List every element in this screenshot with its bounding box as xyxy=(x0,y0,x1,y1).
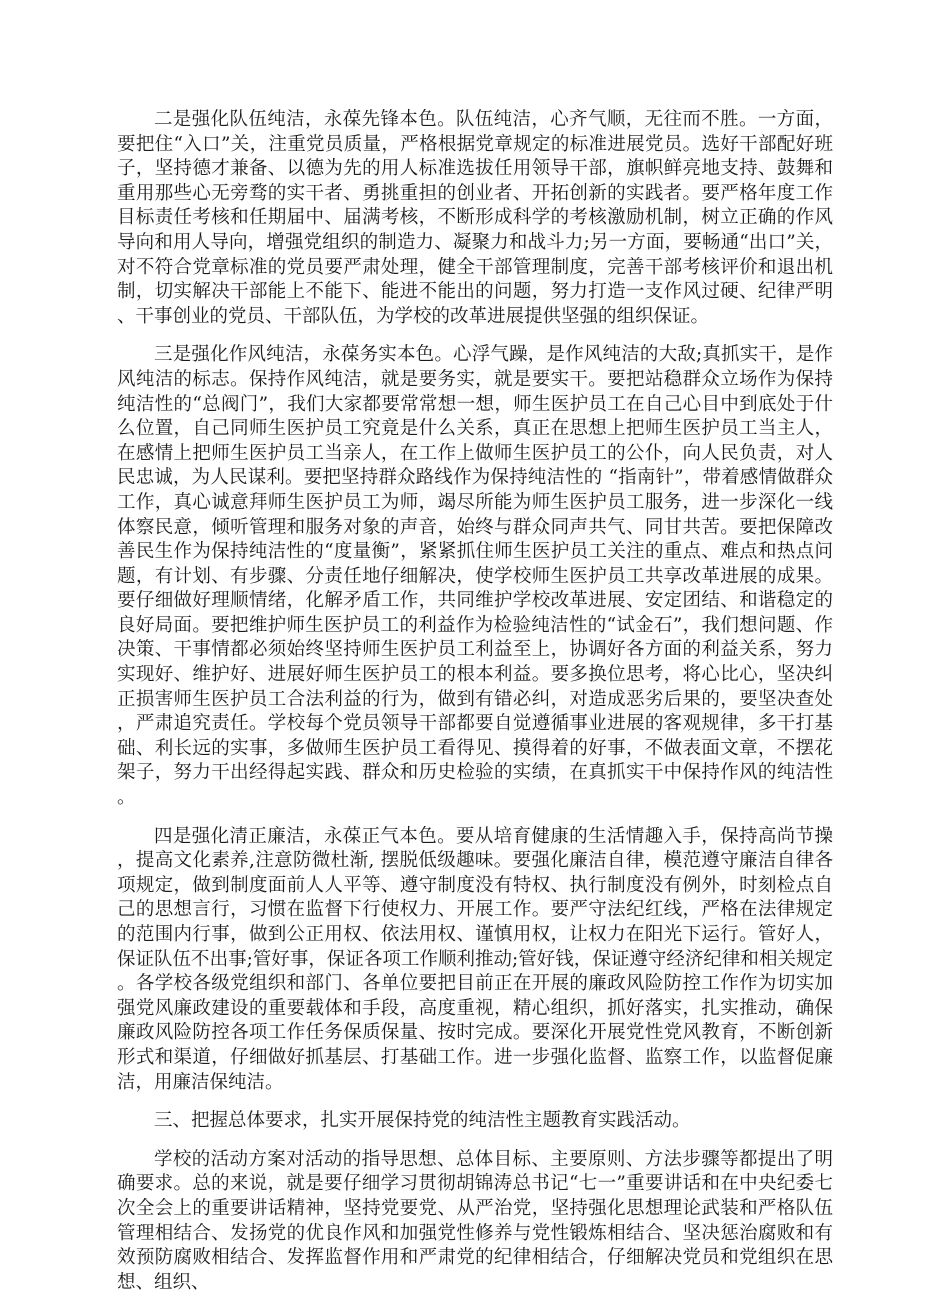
paragraph-activity-requirements: 学校的活动方案对活动的指导思想、总体目标、主要原则、方法步骤等都提出了明确要求。总的来说，就是要仔细学习贯彻胡锦涛总书记“七一”重要讲话和在中央纪委七次全会上的重要讲话精神，坚持党要党、从严治党，坚持强化思想理论武装和严格队伍管理相结合、发扬党的优良作风和加强党性修养与党性锻炼相结合、坚决惩治腐败和有效预防腐败相结合、发挥监督作用和严肃党的纪律相结合，仔细解决党员和党组织在思想、组织、 xyxy=(117,1148,833,1293)
paragraph-integrity: 四是强化清正廉洁，永葆正气本色。要从培育健康的生活情趣入手，保持高尚节操，提高文化素养,注意防微杜渐, 摆脱低级趣味。要强化廉洁自律，模范遵守廉洁自律各项规定，做到制度面前人人平等、遵守制度没有特权、执行制度没有例外，时刻检点自己的思想言行，习惯在监督下行使权力、开展工作。要严守法纪红线，严格在法律规定的范围内行事，做到公正用权、依法用权、谨慎用权，让权力在阳光下运行。管好人，保证队伍不出事;管好事，保证各项工作顺利推动;管好钱，保证遵守经济纪律和相关规定。各学校各级党组织和部门、各单位要把目前正在开展的廉政风险防控工作作为切实加强党风廉政建设的重要载体和手段，高度重视，精心组织，抓好落实，扎实推动，确保廉政风险防控各项工作任务保质保量、按时完成。要深化开展党性党风教育，不断创新形式和渠道，仔细做好抓基层、打基础工作。进一步强化监督、监察工作，以监督促廉洁，用廉洁保纯洁。 xyxy=(117,825,833,1093)
paragraph-work-style-purity: 三是强化作风纯洁，永葆务实本色。心浮气躁，是作风纯洁的大敌;真抓实干，是作风纯洁的标志。保持作风纯洁，就是要务实，就是要实干。要把站稳群众立场作为保持纯洁性的“总阀门”，我们大家都要常常想一想，师生医护员工在自己心目中到底处于什么位置，自己同师生医护员工究竟是什么关系，真正在思想上把师生医护员工当主人，在感情上把师生医护员工当亲人，在工作上做师生医护员工的公仆，向人民负责，对人民忠诚，为人民谋利。要把坚持群众路线作为保持纯洁性的 “指南针”，带着感情做群众工作，真心诚意拜师生医护员工为师，竭尽所能为师生医护员工服务，进一步深化一线体察民意，倾听管理和服务对象的声音，始终与群众同声共气、同甘共苦。要把保障改善民生作为保持纯洁性的“度量衡”，紧紧抓住师生医护员工关注的重点、难点和热点问题，有计划、有步骤、分责任地仔细解决，使学校师生医护员工共享改革进展的成果。要仔细做好理顺情绪，化解矛盾工作，共同维护学校改革进展、安定团结、和谐稳定的良好局面。要把维护师生医护员工的利益作为检验纯洁性的“试金石”，我们想问题、作决策、干事情都必须始终坚持师生医护员工利益至上，协调好各方面的利益关系，努力实现好、维护好、进展好师生医护员工的根本利益。要多换位思考，将心比心，坚决纠正损害师生医护员工合法利益的行为，做到有错必纠，对造成恶劣后果的，要坚决查处，严肃追究责任。学校每个党员领导干部都要自觉遵循事业进展的客观规律，多干打基础、利长远的实事，多做师生医护员工看得见、摸得着的好事，不做表面文章，不摆花架子，努力干出经得起实践、群众和历史检验的实绩，在真抓实干中保持作风的纯洁性。 xyxy=(117,344,833,809)
document-body xyxy=(117,108,833,1309)
section-heading: 三、把握总体要求，扎实开展保持党的纯洁性主题教育实践活动。 xyxy=(154,1110,691,1132)
paragraph-team-purity: 二是强化队伍纯洁，永葆先锋本色。队伍纯洁，心齐气顺，无往而不胜。一方面，要把住“入口”关，注重党员质量，严格根据党章规定的标准进展党员。选好干部配好班子，坚持德才兼备、以德为先的用人标准选拔任用领导干部，旗帜鲜亮地支持、鼓舞和重用那些心无旁骛的实干者、勇挑重担的创业者、开拓创新的实践者。要严格年度工作目标责任考核和任期届中、届满考核，不断形成科学的考核激励机制，树立正确的作风导向和用人导向，增强党组织的制造力、凝聚力和战斗力;另一方面，要畅通“出口”关，对不符合党章标准的党员要严肃处理，健全干部管理制度，完善干部考核评价和退出机制，切实解决干部能上不能下、能进不能出的问题，努力打造一支作风过硬、纪律严明、干事创业的党员、干部队伍，为学校的改革进展提供坚强的组织保证。 xyxy=(117,109,833,327)
